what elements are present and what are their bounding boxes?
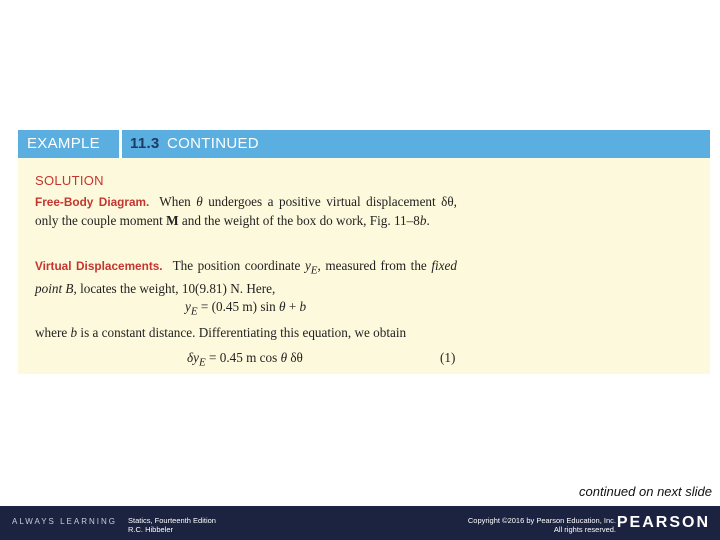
equation-number: (1) [440, 350, 456, 365]
pearson-logo: PEARSON [616, 514, 710, 531]
book-author: R.C. Hibbeler [128, 525, 174, 534]
free-body-paragraph: Free-Body Diagram. When θ undergoes a positive virtual displacement δθ, only the couple moment M and the weight of the box do work, Fig. 11–8b. [35, 194, 457, 228]
always-learning-tagline: ALWAYS LEARNING [12, 517, 117, 526]
footer-bar [0, 506, 720, 540]
copyright-info [468, 516, 616, 534]
book-title: Statics, Fourteenth Edition [128, 516, 216, 525]
continued-note: continued on next slide [579, 484, 712, 499]
equation-virtual-displacement: $\delta y_E = 0.45$ m cos θ δθ [187, 350, 303, 369]
example-header [18, 130, 710, 158]
example-number: 11.3 [130, 135, 160, 152]
virtual-displacements-run-in-heading: Virtual Displacements. [35, 259, 163, 273]
example-continued-label: CONTINUED [167, 135, 259, 152]
example-title [130, 130, 259, 158]
rights-line: All rights reserved. [553, 525, 616, 534]
differentiation-paragraph: where b is a constant distance. Differentiating this equation, we obtain [35, 325, 407, 340]
copyright-line: Copyright ©2016 by Pearson Education, Inc. [467, 516, 616, 525]
book-info [128, 516, 216, 534]
virtual-displacements-paragraph: Virtual Displacements. The position coordinate $y_E$, measured from the fixed point B, locates the weight, 10(9.81) N. Here, [35, 258, 457, 297]
solution-heading: SOLUTION [35, 173, 104, 188]
example-label: EXAMPLE [27, 135, 100, 152]
free-body-run-in-heading: Free-Body Diagram. [35, 195, 150, 209]
equation-position: $y_E = (0.45$ m) sin θ + b [185, 299, 307, 318]
header-divider [119, 130, 122, 158]
